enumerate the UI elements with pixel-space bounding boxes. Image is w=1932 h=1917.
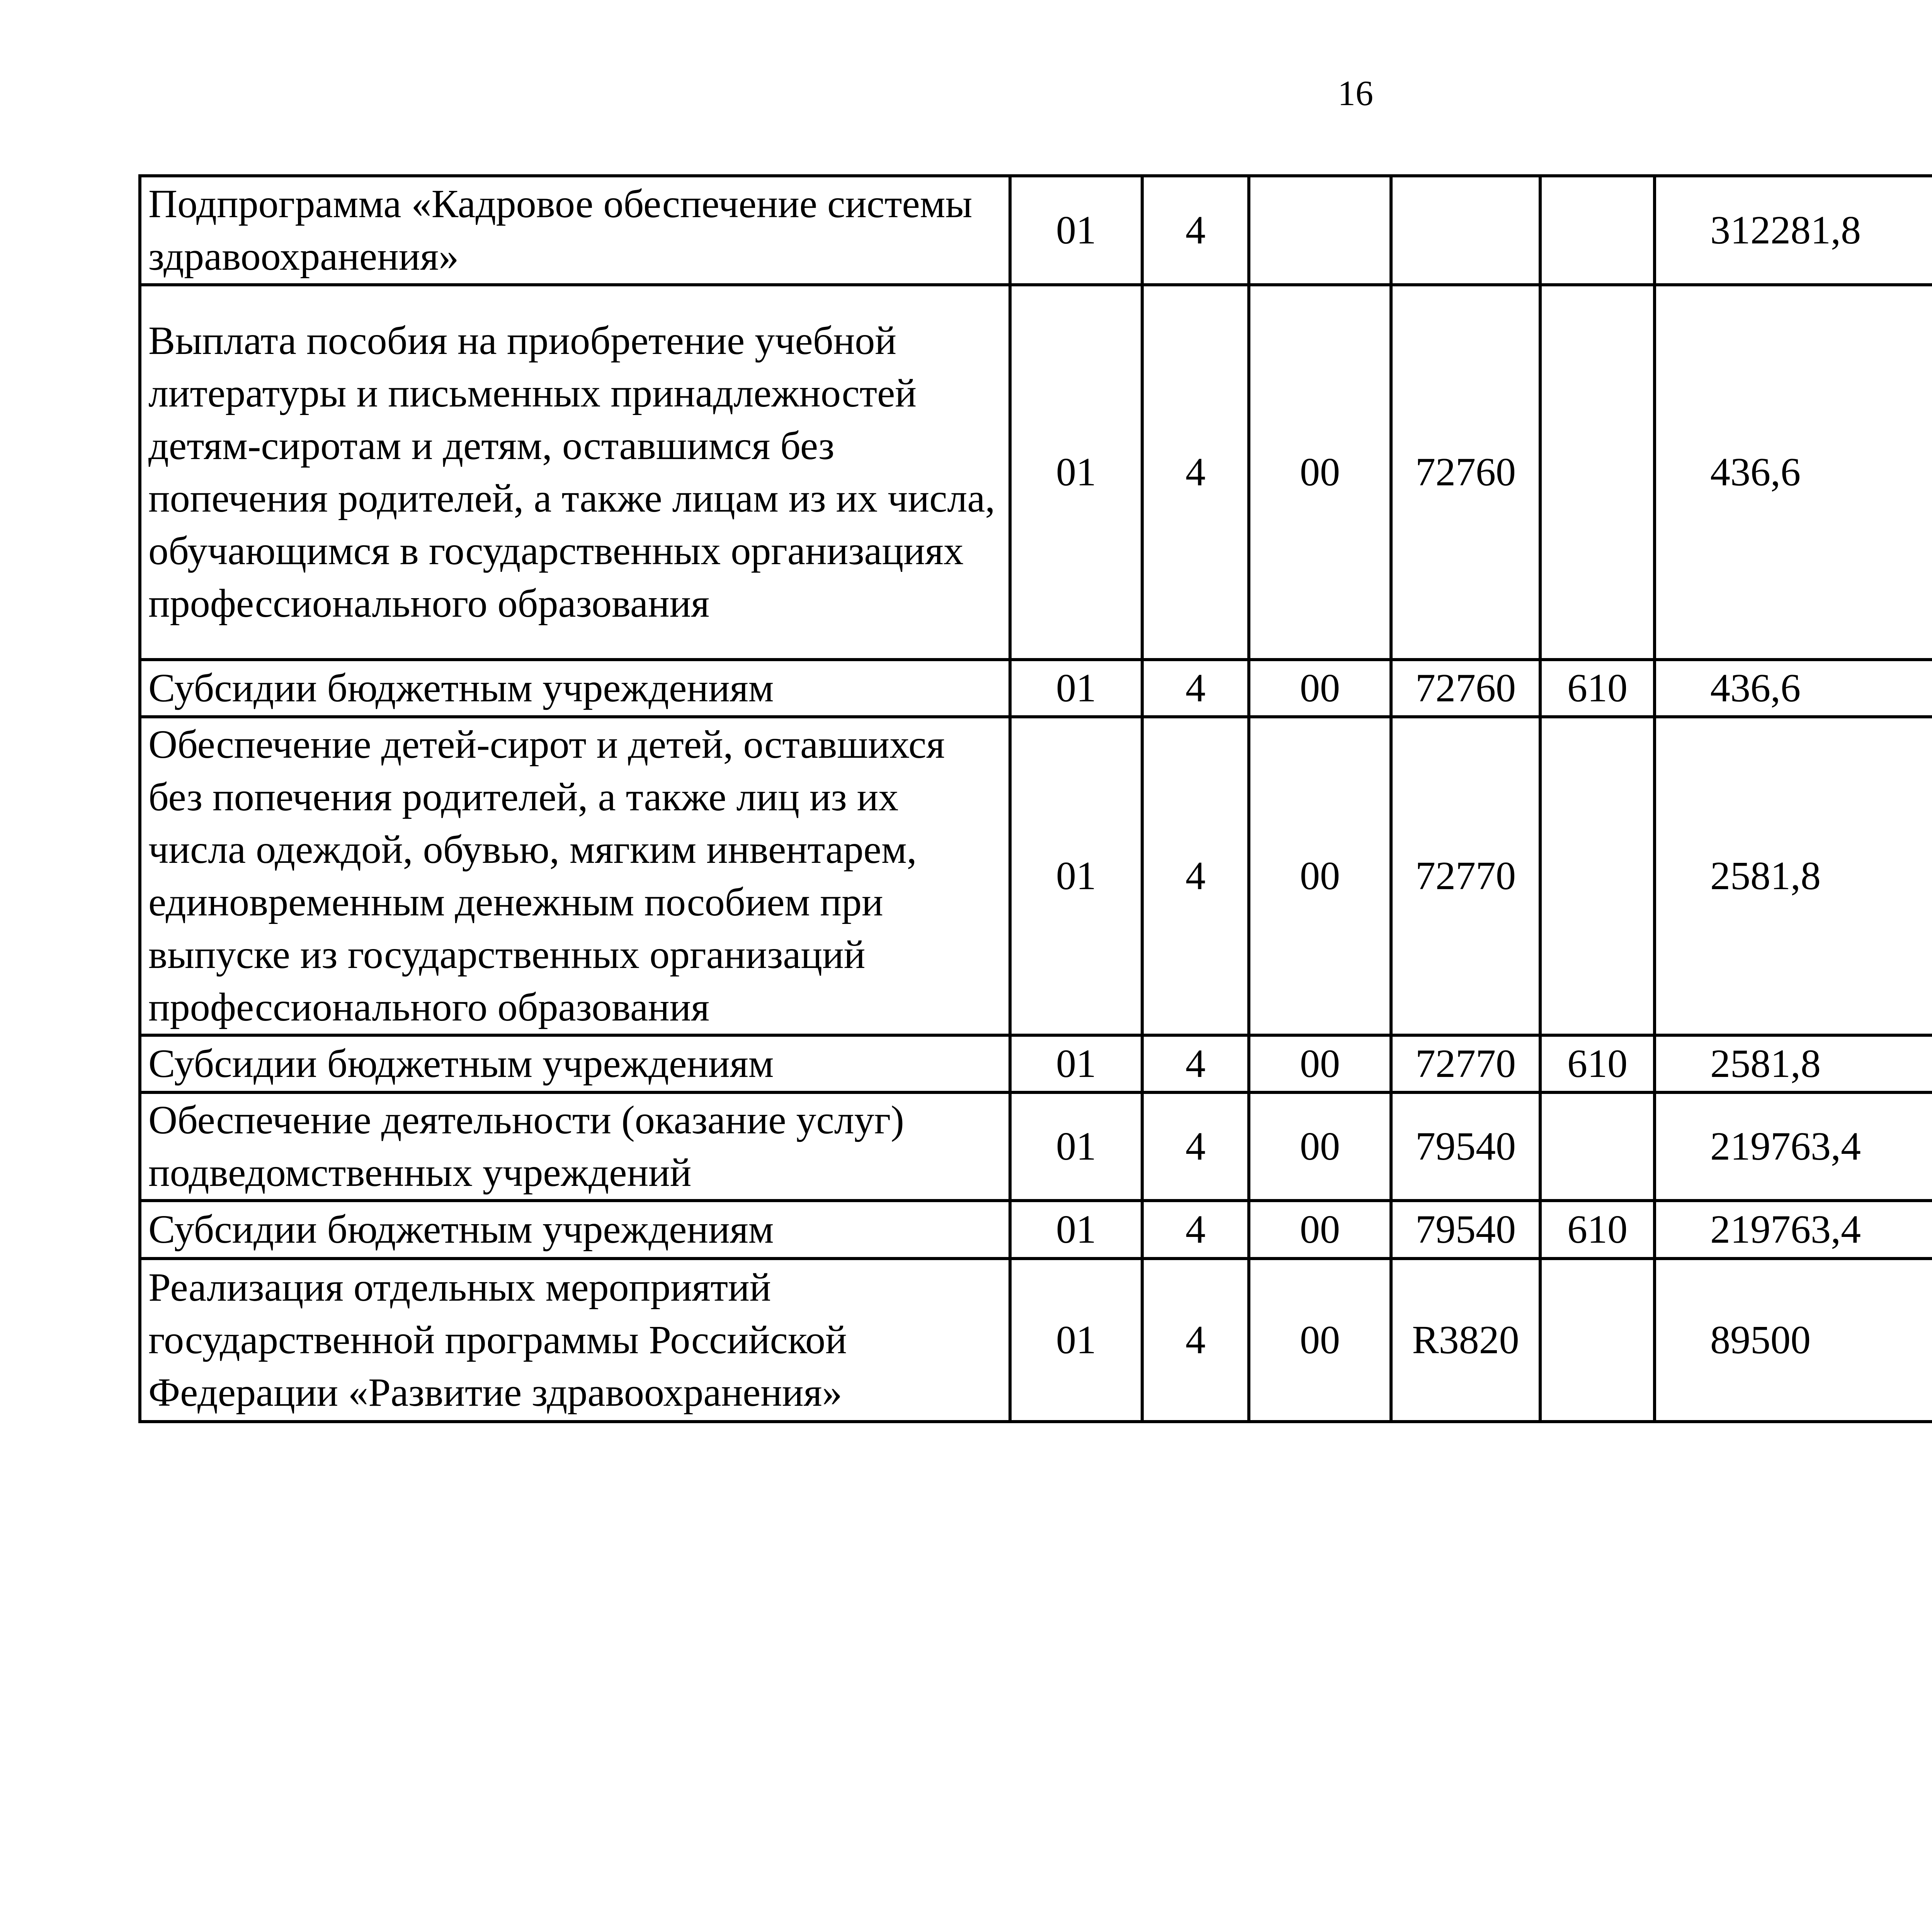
row-name: Обеспечение деятельности (оказание услуг) подведомственных учреждений	[140, 1092, 1010, 1201]
program-code: 01	[1010, 1092, 1142, 1201]
row-name: Субсидии бюджетным учреждениям	[140, 1201, 1010, 1259]
program-code: 01	[1010, 1259, 1142, 1422]
expense-type-code	[1540, 285, 1655, 660]
event-code: 00	[1249, 1092, 1391, 1201]
table-row	[140, 1259, 1932, 1422]
direction-code: 79540	[1391, 1092, 1540, 1201]
event-code: 00	[1249, 1201, 1391, 1259]
table-row	[140, 1035, 1932, 1092]
amount-year-1: 219763,4	[1655, 1201, 1932, 1259]
amount-year-1: 89500	[1655, 1259, 1932, 1422]
row-name: Реализация отдельных мероприятий государственной программы Российской Федерации «Развитие здравоохранения»	[140, 1259, 1010, 1422]
row-name: Субсидии бюджетным учреждениям	[140, 660, 1010, 717]
amount-year-1: 436,6	[1655, 660, 1932, 717]
expense-type-code	[1540, 1092, 1655, 1201]
program-code: 01	[1010, 285, 1142, 660]
table-row	[140, 1201, 1932, 1259]
program-code: 01	[1010, 1201, 1142, 1259]
direction-code: 72770	[1391, 1035, 1540, 1092]
expense-type-code: 610	[1540, 1201, 1655, 1259]
direction-code: 72770	[1391, 717, 1540, 1035]
subprogram-code: 4	[1142, 1201, 1249, 1259]
row-name: Подпрограмма «Кадровое обеспечение системы здравоохранения»	[140, 176, 1010, 285]
direction-code: 72760	[1391, 660, 1540, 717]
subprogram-code: 4	[1142, 1259, 1249, 1422]
event-code: 00	[1249, 660, 1391, 717]
program-code: 01	[1010, 1035, 1142, 1092]
subprogram-code: 4	[1142, 1035, 1249, 1092]
row-name: Субсидии бюджетным учреждениям	[140, 1035, 1010, 1092]
expense-type-code: 610	[1540, 660, 1655, 717]
table-row	[140, 717, 1932, 1035]
table-row	[140, 660, 1932, 717]
direction-code: 79540	[1391, 1201, 1540, 1259]
expense-type-code	[1540, 176, 1655, 285]
amount-year-1: 2581,8	[1655, 1035, 1932, 1092]
direction-code: R3820	[1391, 1259, 1540, 1422]
event-code: 00	[1249, 1035, 1391, 1092]
expense-type-code	[1540, 1259, 1655, 1422]
amount-year-1: 219763,4	[1655, 1092, 1932, 1201]
row-name: Обеспечение детей-сирот и детей, оставшихся без попечения родителей, а также лиц из их числа одеждой, обувью, мягким инвентарем, единовременным денежным пособием при выпуске из государственных организаций профессионального образования	[140, 717, 1010, 1035]
event-code: 00	[1249, 717, 1391, 1035]
page-number: 16	[1338, 73, 1373, 113]
amount-year-1: 312281,8	[1655, 176, 1932, 285]
direction-code	[1391, 176, 1540, 285]
program-code: 01	[1010, 660, 1142, 717]
row-name: Выплата пособия на приобретение учебной литературы и письменных принадлежностей детям-сиротам и детям, оставшимся без попечения родителей, а также лицам из их числа, обучающимся в государственных организациях профессионального образования	[140, 285, 1010, 660]
amount-year-1: 2581,8	[1655, 717, 1932, 1035]
direction-code: 72760	[1391, 285, 1540, 660]
event-code: 00	[1249, 285, 1391, 660]
program-code: 01	[1010, 717, 1142, 1035]
amount-year-1: 436,6	[1655, 285, 1932, 660]
budget-table	[138, 174, 1932, 1423]
subprogram-code: 4	[1142, 1092, 1249, 1201]
table-row	[140, 285, 1932, 660]
subprogram-code: 4	[1142, 660, 1249, 717]
event-code: 00	[1249, 1259, 1391, 1422]
program-code: 01	[1010, 176, 1142, 285]
expense-type-code: 610	[1540, 1035, 1655, 1092]
table-row	[140, 176, 1932, 285]
subprogram-code: 4	[1142, 176, 1249, 285]
event-code	[1249, 176, 1391, 285]
expense-type-code	[1540, 717, 1655, 1035]
table-row	[140, 1092, 1932, 1201]
subprogram-code: 4	[1142, 285, 1249, 660]
subprogram-code: 4	[1142, 717, 1249, 1035]
